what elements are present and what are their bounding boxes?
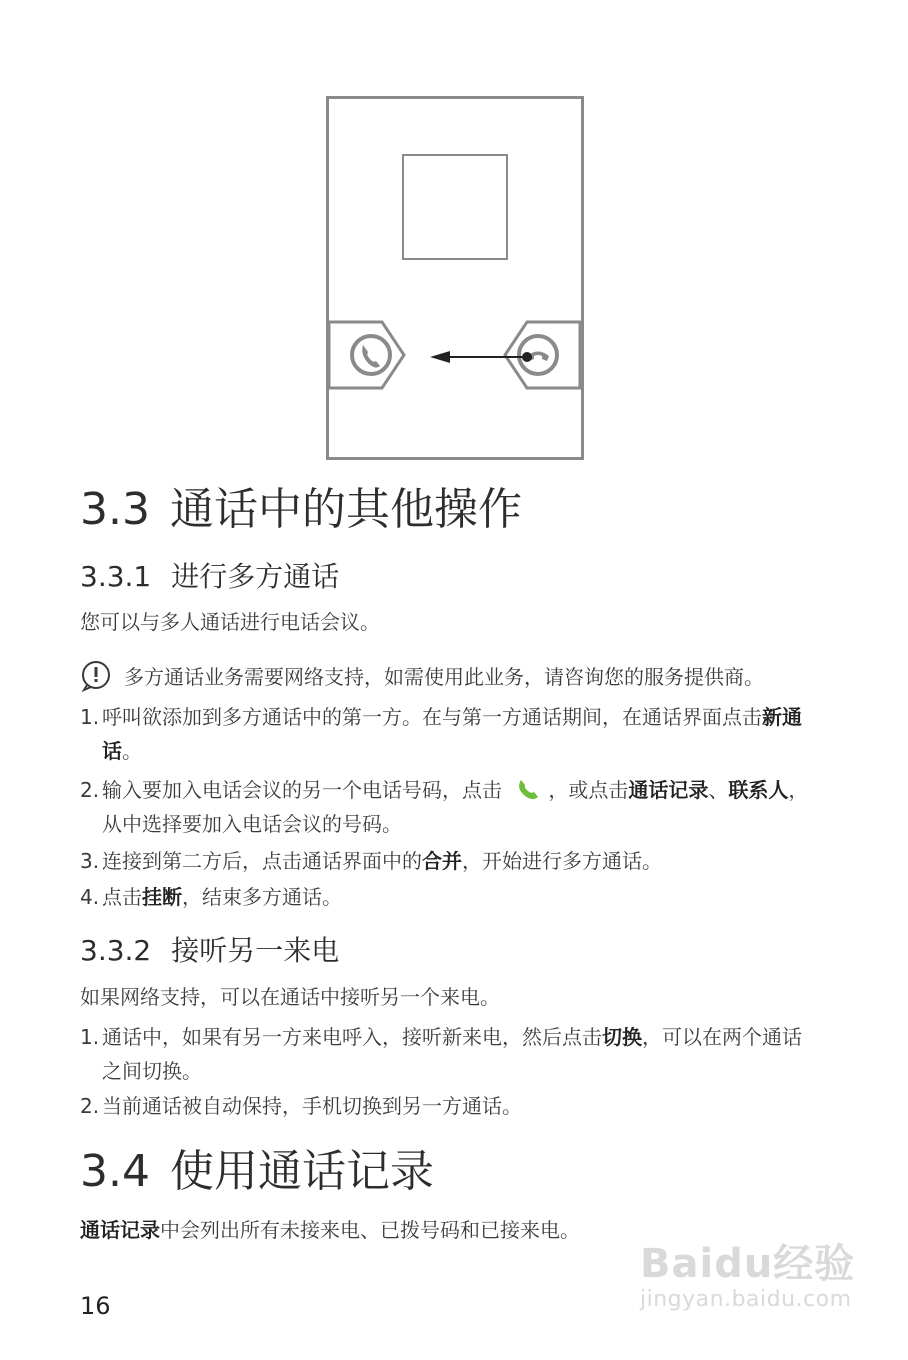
note-text: 多方通话业务需要网络支持，如需使用此业务，请咨询您的服务提供商。	[124, 665, 764, 689]
contacts-term: 联系人	[728, 778, 789, 802]
intro-paragraph-331: 您可以与多人通话进行电话会议。	[80, 610, 380, 634]
slide-arrow-tail	[522, 352, 532, 362]
slide-arrow-head	[430, 351, 450, 363]
green-phone-icon	[516, 778, 540, 800]
switch-term: 切换	[602, 1025, 642, 1049]
baidu-watermark	[640, 1232, 855, 1312]
section-3-3-heading: 3.3 通话中的其他操作	[80, 484, 522, 535]
list-item-331-4: 4. 点击挂断，结束多方通话。	[80, 885, 342, 909]
hangup-term: 挂断	[142, 885, 182, 909]
new-call-term: 新通话	[102, 705, 802, 763]
section-3-3-1-heading: 3.3.1 进行多方通话	[80, 560, 340, 593]
slide-to-answer-diagram	[0, 0, 908, 470]
intro-paragraph-34: 通话记录中会列出所有未接来电、已拨号码和已接来电。	[80, 1218, 580, 1242]
call-log-term: 通话记录	[628, 778, 709, 802]
section-3-3-2-heading: 3.3.2 接听另一来电	[80, 934, 340, 967]
call-log-term-34: 通话记录	[80, 1218, 160, 1242]
note-row	[80, 660, 840, 692]
intro-paragraph-332: 如果网络支持，可以在通话中接听另一个来电。	[80, 985, 500, 1009]
page-number: 16	[80, 1292, 111, 1320]
watermark-url: jingyan.baidu.com	[640, 1287, 852, 1312]
watermark-logo: Baidu经验	[640, 1241, 856, 1287]
list-item-332-2: 2. 当前通话被自动保持，手机切换到另一方通话。	[80, 1094, 522, 1118]
list-item-331-2: 2. 输入要加入电话会议的另一个电话号码，点击 ，或点击通话记录、联系人，从中选择要加入电话会议的号码。	[80, 778, 809, 836]
warning-icon	[80, 660, 114, 692]
section-3-4-heading: 3.4 使用通话记录	[80, 1146, 434, 1197]
list-item-331-3: 3. 连接到第二方后，点击通话界面中的合并，开始进行多方通话。	[80, 849, 662, 873]
list-item-331-1: 1. 呼叫欲添加到多方通话中的第一方。在与第一方通话期间，在通话界面点击新通话。	[80, 705, 802, 763]
merge-term: 合并	[422, 849, 462, 873]
phone-answer-icon	[352, 336, 390, 374]
list-item-332-1: 1. 通话中，如果有另一方来电呼入，接听新来电，然后点击切换，可以在两个通话之间切换。	[80, 1025, 802, 1083]
